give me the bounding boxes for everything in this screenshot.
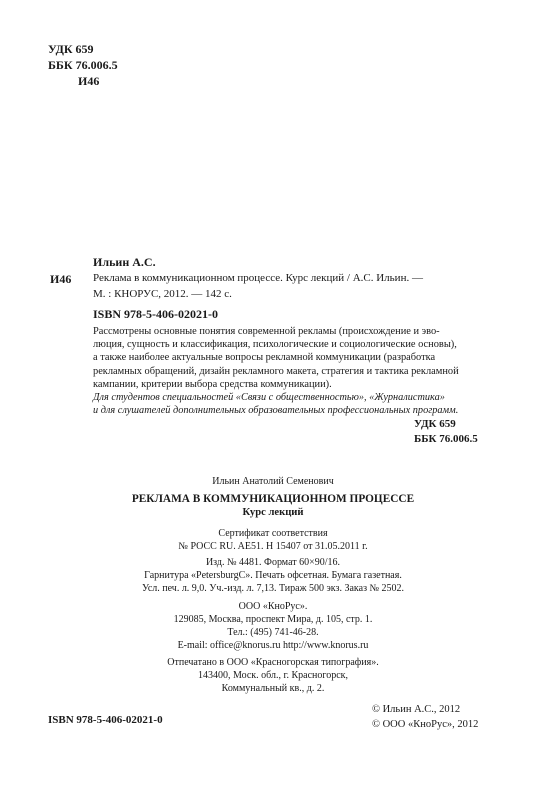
author-mark: И46	[78, 74, 100, 88]
record-isbn: ISBN 978-5-406-02021-0	[93, 307, 218, 321]
publisher-line: ООО «КноРус».	[238, 601, 308, 612]
record-title-line2: М. : КНОРУС, 2012. — 142 с.	[93, 288, 232, 300]
record-author-mark: И46	[50, 272, 72, 286]
publisher-line: 129085, Москва, проспект Мира, д. 105, стр. 1.	[173, 614, 373, 625]
publisher-line: E-mail: office@knorus.ru http://www.knorus.ru	[177, 640, 369, 651]
publisher-line: Тел.: (495) 741-46-28.	[227, 627, 319, 638]
udk-code: УДК 659	[48, 42, 94, 56]
annotation-line: кампании, критерии выбора средства коммуникации).	[93, 378, 332, 390]
annotation-line: а также наиболее актуальные вопросы рекламной коммуникации (разработка	[93, 352, 436, 364]
audience-line: Для студентов специальностей «Связи с общественностью», «Журналистика»	[93, 392, 445, 403]
printer-line: Коммунальный кв., д. 2.	[221, 683, 325, 694]
imprint-author: Ильин Анатолий Семенович	[212, 476, 334, 487]
printer-line: Отпечатано в ООО «Красногорская типография».	[167, 657, 379, 668]
udk-code-right: УДК 659	[414, 418, 456, 430]
bbk-code-right: ББК 76.006.5	[414, 433, 478, 445]
cert-number: № РОСС RU. AE51. H 15407 от 31.05.2011 г.	[178, 541, 368, 552]
cert-label: Сертификат соответствия	[218, 528, 328, 539]
record-title-line1: Реклама в коммуникационном процессе. Курс лекций / А.С. Ильин. —	[93, 272, 423, 284]
annotation	[93, 325, 493, 391]
print-line: Изд. № 4481. Формат 60×90/16.	[205, 557, 341, 568]
audience-note	[93, 391, 493, 418]
copyright-publisher: © ООО «КноРус», 2012	[372, 719, 479, 730]
audience-line: и для слушателей дополнительных образовательных профессиональных программ.	[93, 405, 459, 417]
print-line: Усл. печ. л. 9,0. Уч.-изд. л. 7,13. Тираж 500 экз. Заказ № 2502.	[141, 583, 405, 594]
annotation-line: Рассмотрены основные понятия современной рекламы (происхождение и эво-	[93, 326, 440, 337]
imprint-title: РЕКЛАМА В КОММУНИКАЦИОННОМ ПРОЦЕССЕ	[131, 493, 415, 505]
print-line: Гарнитура «PetersburgC». Печать офсетная. Бумага газетная.	[144, 570, 402, 581]
printer-line: 143400, Моск. обл., г. Красногорск,	[197, 670, 349, 681]
record-author: Ильин А.С.	[93, 255, 156, 269]
annotation-line: рекламных обращений, дизайн рекламного макета, стратегия и тактика рекламной	[93, 365, 459, 377]
footer-isbn: ISBN 978-5-406-02021-0	[48, 714, 163, 726]
annotation-line: люция, сущность и классификация, психологические и социологические основы),	[93, 339, 457, 351]
imprint-subtitle: Курс лекций	[242, 507, 304, 518]
bbk-code: ББК 76.006.5	[48, 58, 118, 72]
copyright-author: © Ильин А.С., 2012	[372, 704, 461, 715]
